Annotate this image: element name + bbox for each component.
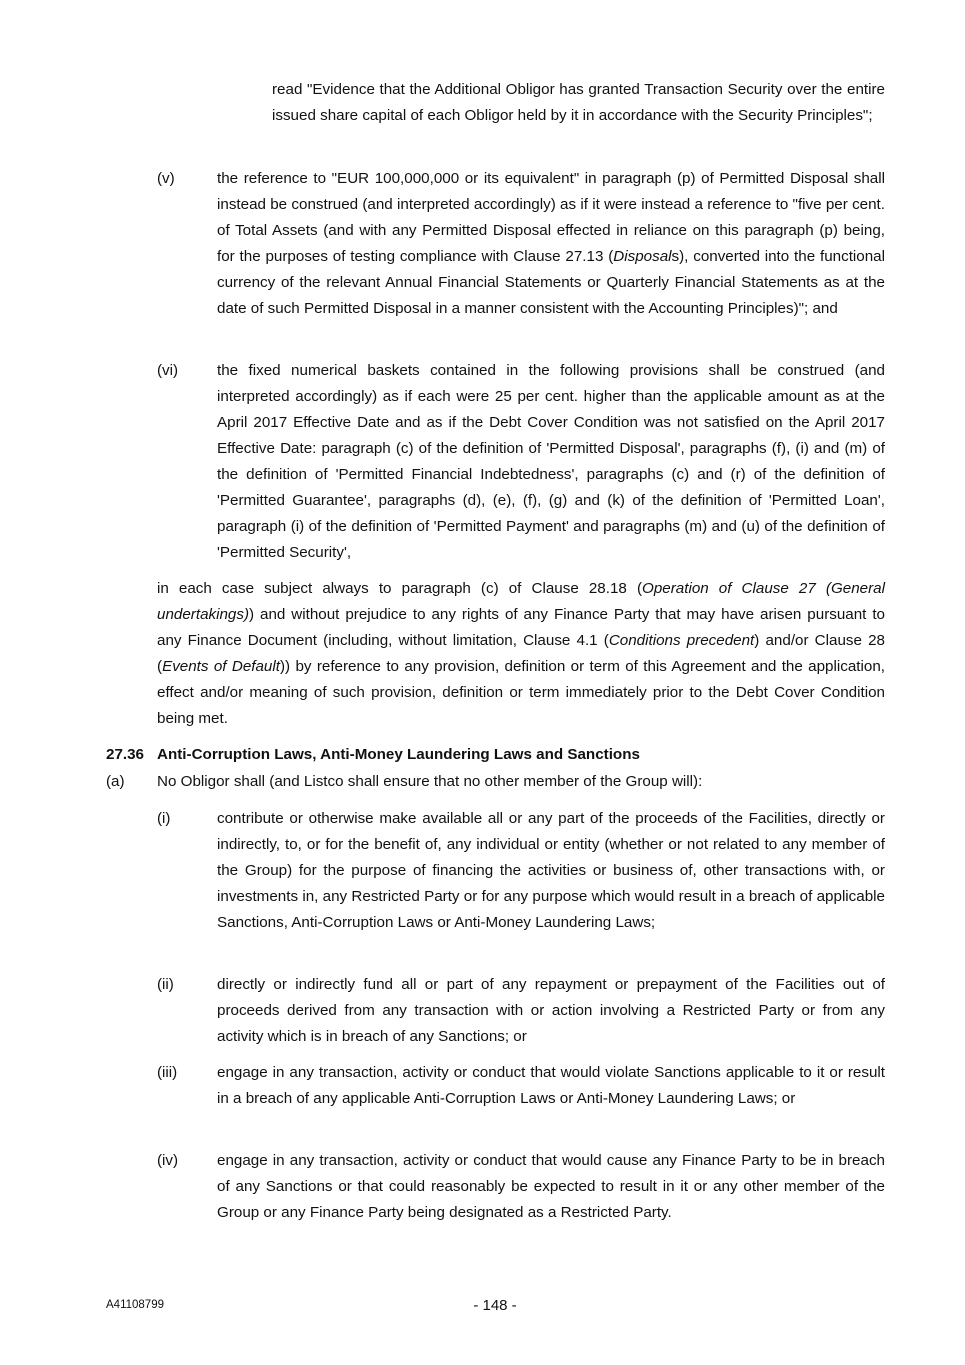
paragraph-text: No Obligor shall (and Listco shall ensure that no other member of the Group will): (157, 773, 703, 790)
item-text: engage in any transaction, activity or conduct that would cause any Finance Party to be in breach of any Sanctions or that could reasonably be expected to result in it or any other member of the Group or any Finance Party being designated as a Restricted Party. (217, 1152, 885, 1221)
item-number: (vi) (157, 362, 179, 379)
section-title: Anti-Corruption Laws, Anti-Money Laundering Laws and Sanctions (157, 746, 640, 763)
section-heading (106, 743, 640, 767)
item-text: engage in any transaction, activity or conduct that would violate Sanctions applicable to it or result in a breach of any applicable Anti-Corruption Laws or Anti-Money Laundering Laws; or (217, 1064, 885, 1107)
section-number: 27.36 (106, 746, 145, 763)
paragraph-number: (a) (106, 773, 125, 790)
item-text: directly or indirectly fund all or part of any repayment or prepayment of the Facilities out of proceeds derived from any transaction with or action involving a Restricted Party or from any activity which is in breach of any Sanctions; or (217, 976, 885, 1045)
item-text: the reference to "EUR 100,000,000 or its equivalent" in paragraph (p) of Permitted Disposal shall instead be construed (and interpreted accordingly) as if it were instead a reference to "five per cent. of Total Assets (and with any Permitted Disposal effected in reliance on this paragraph (p) being, for the purposes of testing compliance with Clause 27.13 (Disposals), converted into the functional currency of the relevant Annual Financial Statements or Quarterly Financial Statements as at the date of such Permitted Disposal in a manner consistent with the Accounting Principles)"; and (217, 170, 885, 317)
item-text: the fixed numerical baskets contained in the following provisions shall be construed (and interpreted accordingly) as if each were 25 per cent. higher than the applicable amount as at the April 2017 Effective Date and as if the Debt Cover Condition was not satisfied on the April 2017 Effective Date: paragraph (c) of the definition of 'Permitted Disposal', paragraphs (f), (i) and (m) of the definition of 'Permitted Financial Indebtedness', paragraphs (c) and (r) of the definition of 'Permitted Guarantee', paragraphs (d), (e), (f), (g) and (k) of the definition of 'Permitted Loan', paragraph (i) of the definition of 'Permitted Payment' and paragraphs (m) and (u) of the definition of 'Permitted Security', (217, 362, 885, 561)
continuation-paragraph: read "Evidence that the Additional Obligor has granted Transaction Security over the entire issued share capital of each Obligor held by it in accordance with the Security Principles"; (272, 81, 885, 124)
item-text: contribute or otherwise make available all or any part of the proceeds of the Facilities, directly or indirectly, to, or for the benefit of, any individual or entity (whether or not related to any member of the Group) for the purpose of financing the activities or business of, other transactions with, or investments in, any Restricted Party or for any purpose which would result in a breach of applicable Sanctions, Anti-Corruption Laws or Anti-Money Laundering Laws; (217, 810, 885, 931)
document-reference: A41108799 (106, 1299, 164, 1311)
item-number: (iv) (157, 1152, 179, 1169)
page-number: - 148 - (473, 1297, 517, 1314)
item-number: (ii) (157, 976, 174, 993)
item-number: (iii) (157, 1064, 178, 1081)
closing-paragraph: in each case subject always to paragraph (c) of Clause 28.18 (Operation of Clause 27 (General undertakings)) and without prejudice to any rights of any Finance Party that may have arisen pursuant to any Finance Document (including, without limitation, Clause 4.1 (Conditions precedent) and/or Clause 28 (Events of Default)) by reference to any provision, definition or term of this Agreement and the application, effect and/or meaning of such provision, definition or term immediately prior to the Debt Cover Condition being met. (157, 580, 886, 727)
item-number: (i) (157, 810, 171, 827)
item-number: (v) (157, 170, 175, 187)
